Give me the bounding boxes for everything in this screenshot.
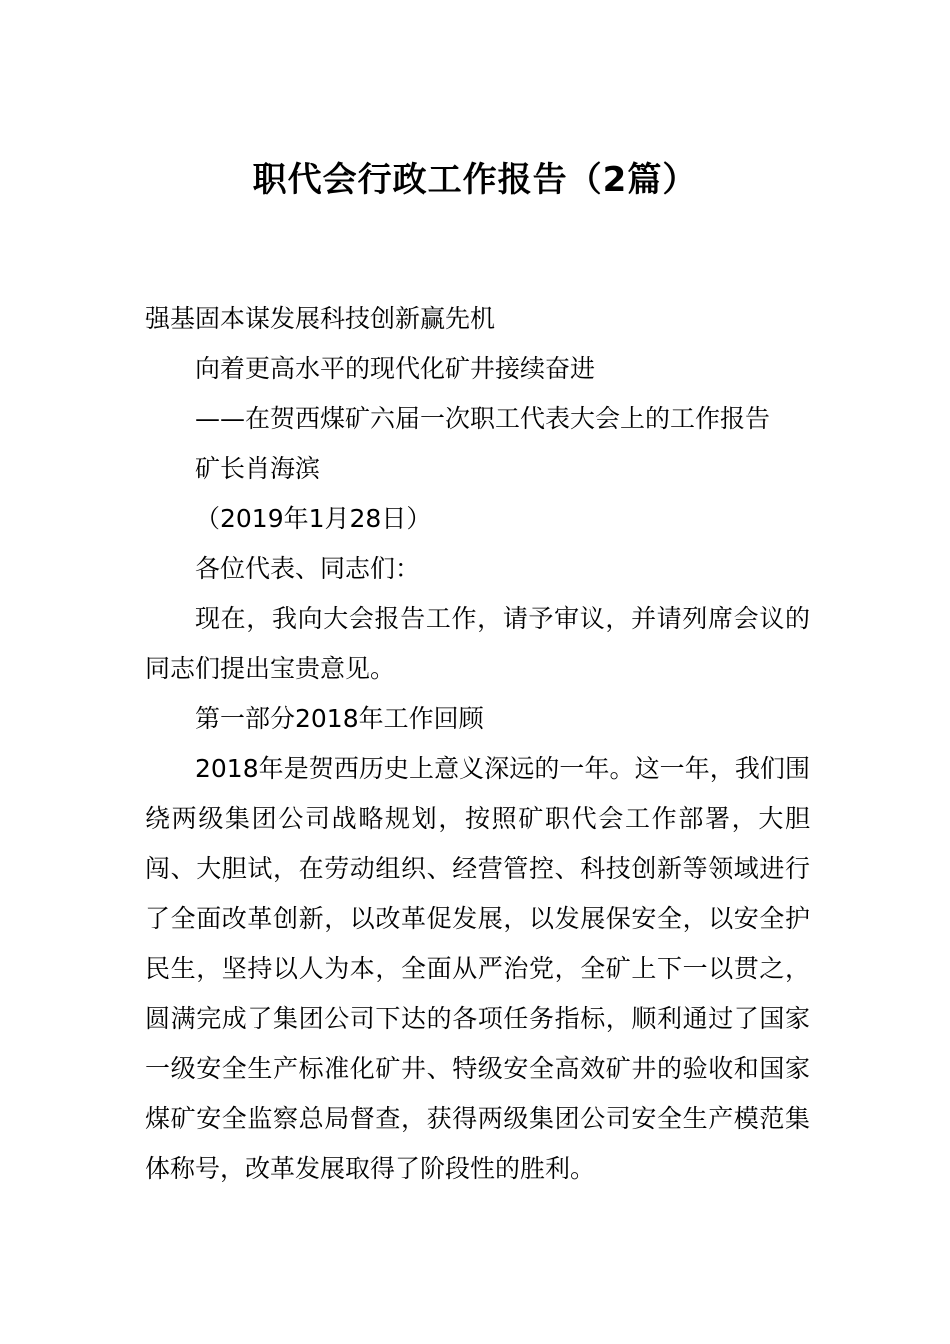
report-occasion-line: ——在贺西煤矿六届一次职工代表大会上的工作报告 xyxy=(195,404,771,433)
author-line: 矿长肖海滨 xyxy=(195,454,321,483)
section-paragraph: 2018年是贺西历史上意义深远的一年。这一年，我们围绕两级集团公司战略规划，按照矿职代会工作部署，大胆闯、大胆试，在劳动组织、经营管控、科技创新等领域进行了全面改革创新，以改革促发展，以发展保安全，以安全护民生，坚持以人为本，全面从严治党，全矿上下一以贯之，圆满完成了集团公司下达的各项任务指标，顺利通过了国家一级安全生产标准化矿井、特级安全高效矿井的验收和国家煤矿安全监察总局督查，获得两级集团公司安全生产模范集体称号，改革发展取得了阶段性的胜利。 xyxy=(145,754,810,1183)
document-body xyxy=(145,294,810,1194)
subtitle-line: 强基固本谋发展科技创新赢先机 xyxy=(145,304,496,333)
subtitle-line: 向着更高水平的现代化矿井接续奋进 xyxy=(195,354,596,383)
date-line: （2019年1月28日） xyxy=(195,504,432,533)
section-heading: 第一部分2018年工作回顾 xyxy=(195,704,484,733)
intro-paragraph: 现在，我向大会报告工作，请予审议，并请列席会议的同志们提出宝贵意见。 xyxy=(145,604,810,683)
document-title: 职代会行政工作报告（2篇） xyxy=(252,160,698,200)
salutation-line: 各位代表、同志们： xyxy=(195,554,421,583)
